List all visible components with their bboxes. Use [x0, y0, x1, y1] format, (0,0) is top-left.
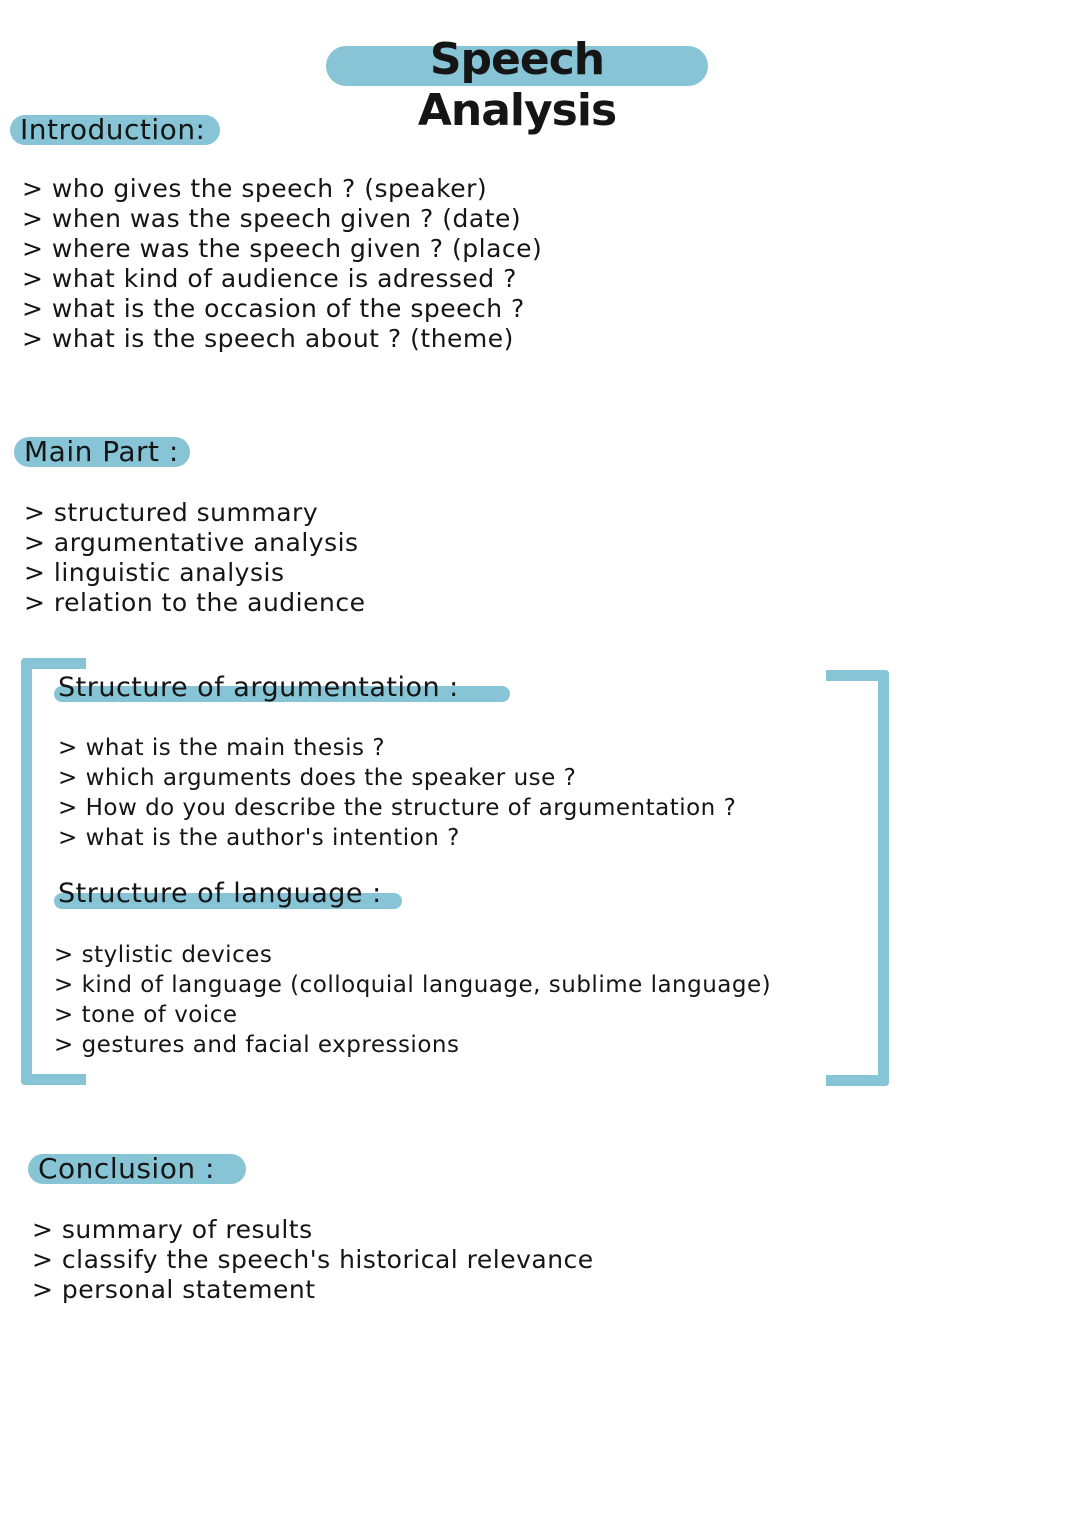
list-item: > what is the author's intention ?	[58, 825, 460, 851]
conclusion-heading: Conclusion :	[38, 1152, 215, 1185]
argumentation-list	[58, 733, 736, 853]
conclusion-list	[32, 1215, 594, 1305]
list-item: > tone of voice	[54, 1002, 238, 1028]
list-item: > How do you describe the structure of argumentation ?	[58, 795, 737, 821]
right-bracket	[826, 670, 889, 1086]
introduction-list	[22, 174, 542, 354]
language-list	[54, 940, 771, 1060]
list-item: > summary of results	[32, 1215, 313, 1244]
argumentation-heading: Structure of argumentation :	[58, 672, 459, 703]
list-item: > what is the main thesis ?	[58, 735, 386, 761]
list-item: > what kind of audience is adressed ?	[22, 264, 517, 293]
list-item: > structured summary	[24, 498, 319, 527]
list-item: > what is the occasion of the speech ?	[22, 294, 525, 323]
list-item: > gestures and facial expressions	[54, 1032, 460, 1058]
list-item: > stylistic devices	[54, 942, 273, 968]
list-item: > when was the speech given ? (date)	[22, 204, 522, 233]
list-item: > personal statement	[32, 1275, 316, 1304]
introduction-heading: Introduction:	[20, 113, 206, 146]
list-item: > what is the speech about ? (theme)	[22, 324, 514, 353]
list-item: > linguistic analysis	[24, 558, 285, 587]
list-item: > who gives the speech ? (speaker)	[22, 174, 488, 203]
list-item: > where was the speech given ? (place)	[22, 234, 543, 263]
list-item: > kind of language (colloquial language, sublime language)	[54, 972, 772, 998]
main-part-list	[24, 498, 365, 618]
language-heading: Structure of language :	[58, 878, 382, 909]
list-item: > relation to the audience	[24, 588, 366, 617]
list-item: > which arguments does the speaker use ?	[58, 765, 577, 791]
list-item: > classify the speech's historical relevance	[32, 1245, 594, 1274]
page-title: Speech Analysis	[417, 34, 617, 136]
main-part-heading: Main Part :	[24, 435, 179, 468]
list-item: > argumentative analysis	[24, 528, 359, 557]
